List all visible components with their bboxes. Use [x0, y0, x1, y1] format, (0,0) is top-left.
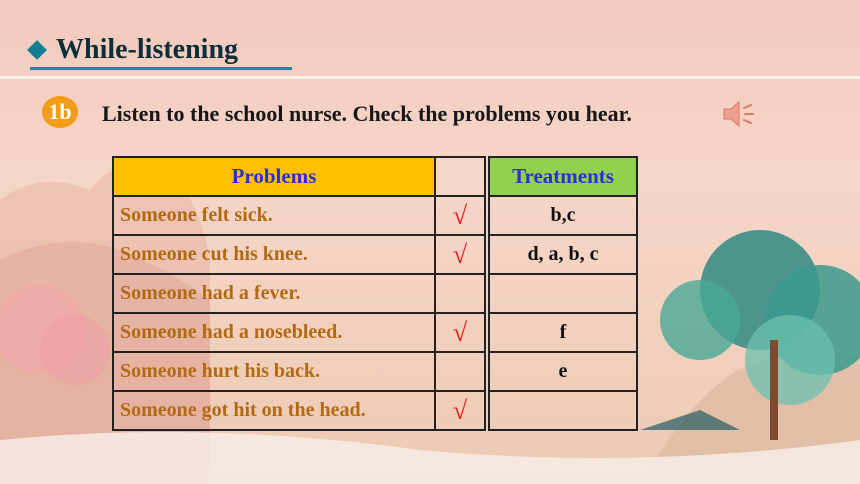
header-divider — [0, 76, 860, 79]
problem-cell: Someone felt sick. — [113, 196, 435, 235]
treatment-cell: e — [489, 352, 637, 391]
check-cell[interactable] — [435, 352, 485, 391]
section-badge: 1b — [42, 96, 78, 128]
table-row — [113, 391, 637, 430]
treatment-cell: f — [489, 313, 637, 352]
treatment-cell: d, a, b, c — [489, 235, 637, 274]
check-cell[interactable]: √ — [435, 313, 485, 352]
header-treatments: Treatments — [489, 157, 637, 196]
treatment-cell — [489, 391, 637, 430]
table-row — [113, 352, 637, 391]
table-header-row — [113, 157, 637, 196]
table-row — [113, 313, 637, 352]
header-check — [435, 157, 485, 196]
title-underline — [30, 67, 292, 70]
table-row — [113, 196, 637, 235]
header-problems: Problems — [113, 157, 435, 196]
treatment-cell — [489, 274, 637, 313]
speaker-icon[interactable] — [720, 96, 756, 132]
check-cell[interactable]: √ — [435, 391, 485, 430]
table-row — [113, 274, 637, 313]
title-text: While-listening — [56, 34, 239, 65]
diamond-icon — [27, 40, 47, 60]
problem-cell: Someone had a fever. — [113, 274, 435, 313]
problem-cell: Someone hurt his back. — [113, 352, 435, 391]
problem-cell: Someone had a nosebleed. — [113, 313, 435, 352]
check-cell[interactable] — [435, 274, 485, 313]
slide-title — [30, 34, 238, 66]
check-cell[interactable]: √ — [435, 196, 485, 235]
problems-table — [112, 156, 638, 431]
treatment-cell: b,c — [489, 196, 637, 235]
problem-cell: Someone cut his knee. — [113, 235, 435, 274]
check-cell[interactable]: √ — [435, 235, 485, 274]
instruction-text: Listen to the school nurse. Check the problems you hear. — [102, 101, 632, 126]
problem-cell: Someone got hit on the head. — [113, 391, 435, 430]
table-row — [113, 235, 637, 274]
